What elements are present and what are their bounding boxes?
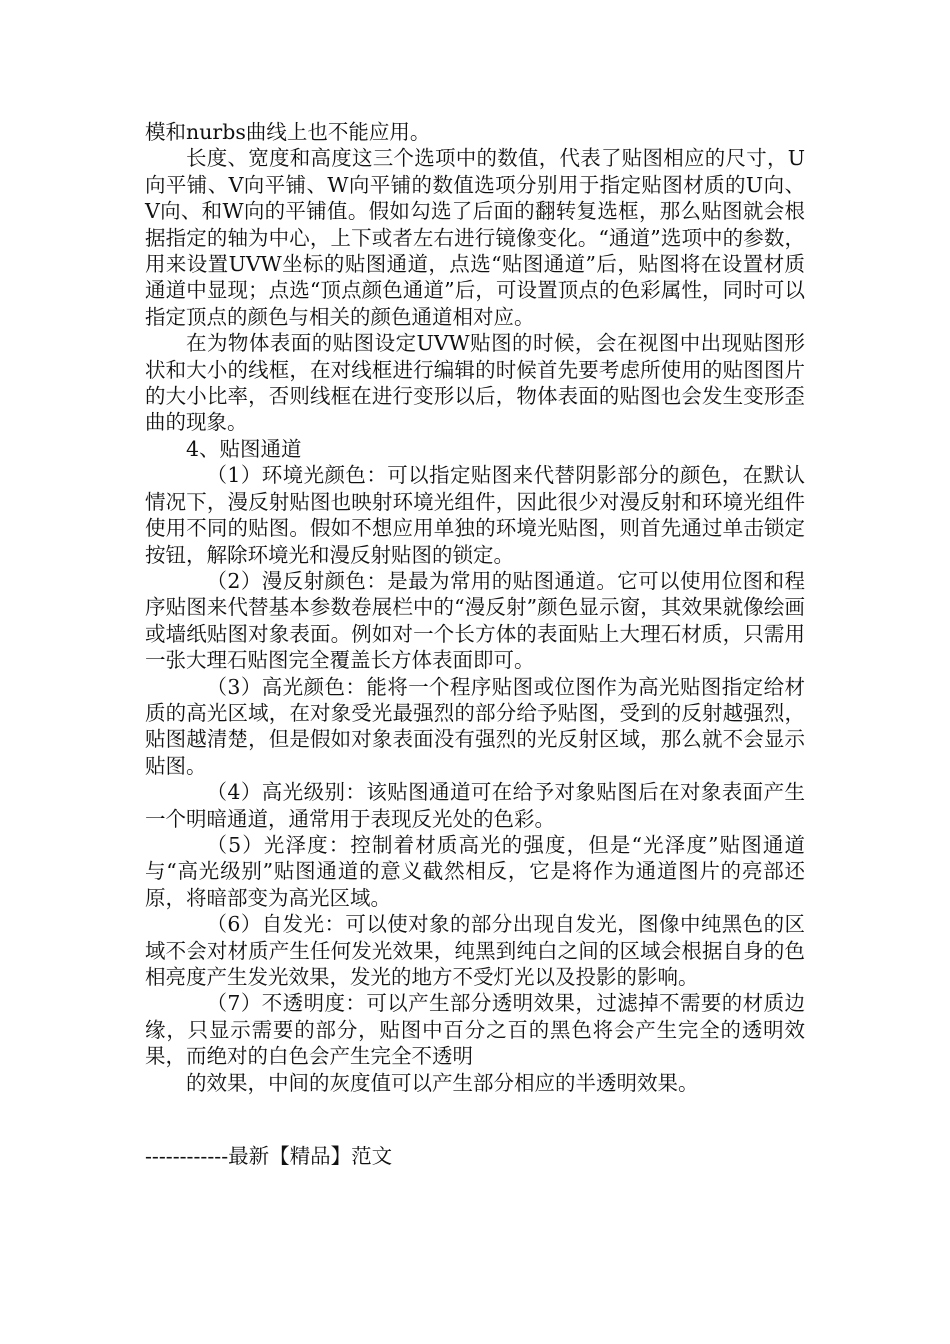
paragraph: （3）高光颜色：能将一个程序贴图或位图作为高光贴图指定给材质的高光区域，在对象受光最强烈的部分给予贴图，受到的反射越强烈，贴图越清楚，但是假如对象表面没有强烈的光反射区域，那么就不会显示贴图。 [145, 674, 805, 778]
paragraph: 模和nurbs曲线上也不能应用。 [145, 120, 431, 144]
paragraph: （5）光泽度：控制着材质高光的强度，但是“光泽度”贴图通道与“高光级别”贴图通道的意义截然相反，它是将作为通道图片的亮部还原，将暗部变为高光区域。 [145, 832, 805, 910]
paragraph: （2）漫反射颜色：是最为常用的贴图通道。它可以使用位图和程序贴图来代替基本参数卷展栏中的“漫反射”颜色显示窗，其效果就像绘画或墙纸贴图对象表面。例如对一个长方体的表面贴上大理石材质，只需用一张大理石贴图完全覆盖长方体表面即可。 [145, 568, 805, 673]
paragraph: 在为物体表面的贴图设定UVW贴图的时候，会在视图中出现贴图形状和大小的线框，在对线框进行编辑的时候首先要考虑所使用的贴图图片的大小比率，否则线框在进行变形以后，物体表面的贴图也会发生变形歪曲的现象。 [145, 331, 805, 435]
paragraph: （1）环境光颜色：可以指定贴图来代替阴影部分的颜色，在默认情况下，漫反射贴图也映射环境光组件，因此很少对漫反射和环境光组件使用不同的贴图。假如不想应用单独的环境光贴图，则首先通过单击锁定按钮，解除环境光和漫反射贴图的锁定。 [145, 463, 805, 567]
paragraph: （6）自发光：可以使对象的部分出现自发光，图像中纯黑色的区域不会对材质产生任何发光效果，纯黑到纯白之间的区域会根据自身的色相亮度产生发光效果，发光的地方不受灯光以及投影的影响。 [145, 912, 805, 989]
paragraph: （4）高光级别：该贴图通道可在给予对象贴图后在对象表面产生一个明暗通道，通常用于表现反光处的色彩。 [145, 780, 805, 831]
document-body [145, 119, 805, 1096]
paragraph: （7）不透明度：可以产生部分透明效果，过滤掉不需要的材质边缘，只显示需要的部分，贴图中百分之百的黑色将会产生完全的透明效果，而绝对的白色会产生完全不透明 [145, 991, 805, 1069]
footer-caption: ------------最新【精品】范文 [145, 1144, 393, 1168]
section-heading: 4、贴图通道 [186, 436, 302, 461]
paragraph: 的效果，中间的灰度值可以产生部分相应的半透明效果。 [186, 1070, 699, 1095]
paragraph: 长度、宽度和高度这三个选项中的数值，代表了贴图相应的尺寸，U向平铺、V向平铺、W向平铺的数值选项分别用于指定贴图材质的U向、V向、和W向的平铺值。假如勾选了后面的翻转复选框，那么贴图就会根据指定的轴为中心，上下或者左右进行镜像变化。“通道”选项中的参数，用来设置UVW坐标的贴图通道，点选“贴图通道”后，贴图将在设置材质通道中显现；点选“顶点颜色通道”后，可设置顶点的色彩属性，同时可以指定顶点的颜色与相关的颜色通道相对应。 [145, 146, 805, 329]
